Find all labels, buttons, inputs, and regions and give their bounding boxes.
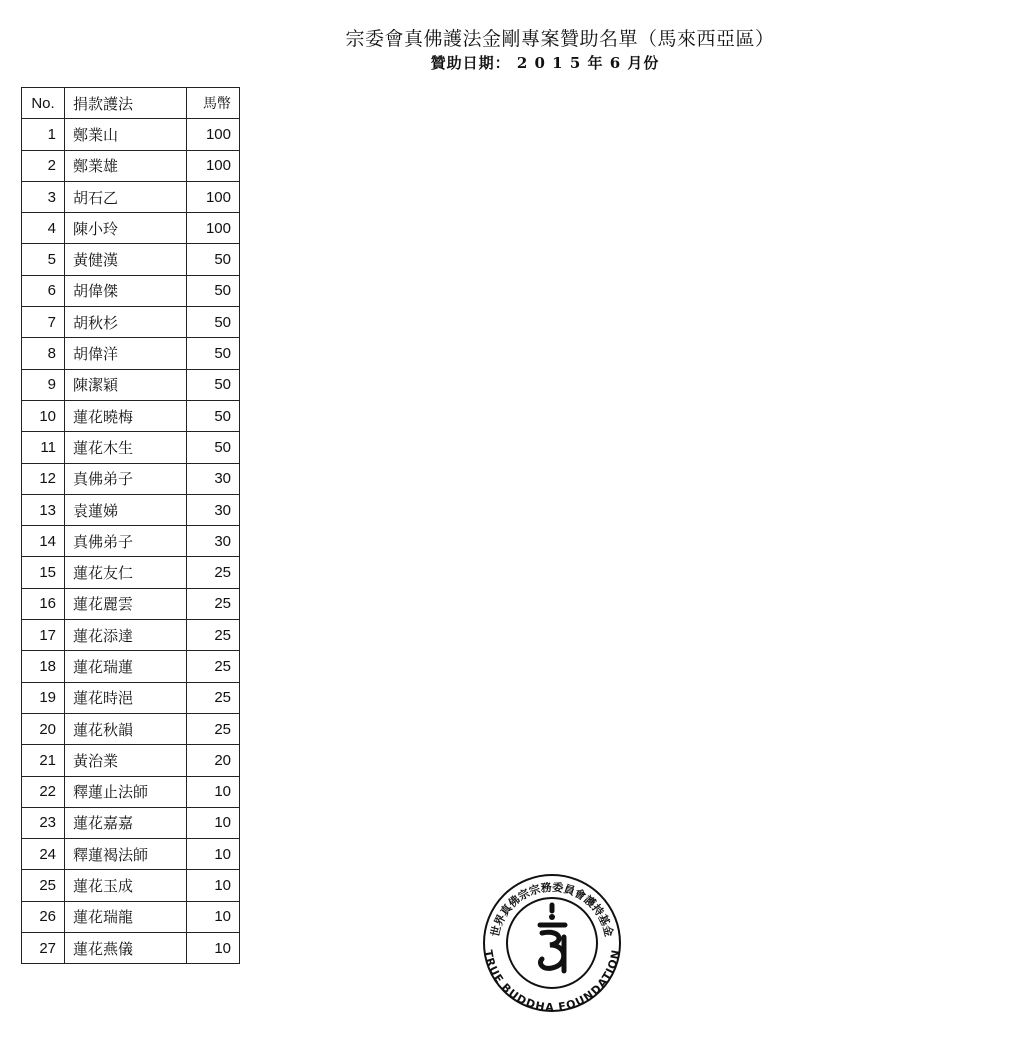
table-row [22, 588, 240, 619]
table-row [22, 369, 240, 400]
table-row [22, 839, 240, 870]
column-header-donor: 捐款護法 [65, 88, 187, 119]
donation-amount: 10 [187, 776, 240, 807]
donation-amount: 25 [187, 651, 240, 682]
donation-amount: 50 [187, 307, 240, 338]
table-row [22, 213, 240, 244]
donation-amount: 50 [187, 400, 240, 431]
table-row [22, 463, 240, 494]
table-row [22, 432, 240, 463]
table-row [22, 651, 240, 682]
table-row [22, 620, 240, 651]
donor-name: 蓮花玉成 [65, 870, 187, 901]
donor-name: 陳小玲 [65, 213, 187, 244]
table-row [22, 338, 240, 369]
donor-name: 蓮花添達 [65, 620, 187, 651]
donation-amount: 10 [187, 839, 240, 870]
table-row [22, 181, 240, 212]
row-number: 22 [22, 776, 65, 807]
table-row [22, 244, 240, 275]
donation-amount: 50 [187, 432, 240, 463]
document-title: 宗委會真佛護法金剛專案贊助名單（馬來西亞區） [345, 28, 775, 50]
donor-name: 真佛弟子 [65, 463, 187, 494]
table-row [22, 119, 240, 150]
donation-amount: 100 [187, 119, 240, 150]
donor-name: 釋蓮褐法師 [65, 839, 187, 870]
donor-name: 蓮花時浥 [65, 682, 187, 713]
table-header-row [22, 88, 240, 119]
donor-name: 蓮花嘉嘉 [65, 807, 187, 838]
donor-name: 蓮花麗雲 [65, 588, 187, 619]
donor-name: 鄭業雄 [65, 150, 187, 181]
donor-name: 蓮花秋韻 [65, 713, 187, 744]
donation-amount: 25 [187, 620, 240, 651]
column-header-amount: 馬幣 [187, 88, 240, 119]
table-row [22, 275, 240, 306]
table-row [22, 933, 240, 964]
donor-name: 胡秋杉 [65, 307, 187, 338]
row-number: 7 [22, 307, 65, 338]
seal-bottom-text: TRUE BUDDHA FOUNDATION [481, 948, 623, 1013]
donor-name: 陳潔穎 [65, 369, 187, 400]
donation-amount: 25 [187, 713, 240, 744]
donation-amount: 100 [187, 181, 240, 212]
donation-amount: 50 [187, 369, 240, 400]
row-number: 16 [22, 588, 65, 619]
table-row [22, 307, 240, 338]
row-number: 18 [22, 651, 65, 682]
donation-amount: 10 [187, 870, 240, 901]
row-number: 25 [22, 870, 65, 901]
donor-name: 蓮花木生 [65, 432, 187, 463]
donor-name: 鄭業山 [65, 119, 187, 150]
row-number: 27 [22, 933, 65, 964]
foundation-seal [472, 873, 632, 1013]
donor-name: 袁蓮娣 [65, 494, 187, 525]
donation-amount: 25 [187, 588, 240, 619]
donation-amount: 30 [187, 494, 240, 525]
donor-name: 黃治業 [65, 745, 187, 776]
table-row [22, 713, 240, 744]
donor-name: 蓮花瑞蓮 [65, 651, 187, 682]
table-row [22, 870, 240, 901]
donation-amount: 10 [187, 807, 240, 838]
table-row [22, 400, 240, 431]
row-number: 10 [22, 400, 65, 431]
donation-amount: 50 [187, 244, 240, 275]
row-number: 12 [22, 463, 65, 494]
donor-name: 蓮花燕儀 [65, 933, 187, 964]
row-number: 5 [22, 244, 65, 275]
donation-amount: 25 [187, 682, 240, 713]
row-number: 8 [22, 338, 65, 369]
donor-rows [22, 119, 240, 964]
row-number: 2 [22, 150, 65, 181]
row-number: 20 [22, 713, 65, 744]
donor-name: 胡偉洋 [65, 338, 187, 369]
donation-amount: 20 [187, 745, 240, 776]
donor-name: 釋蓮止法師 [65, 776, 187, 807]
row-number: 14 [22, 526, 65, 557]
table-row [22, 150, 240, 181]
hum-syllable-icon [540, 905, 565, 971]
row-number: 19 [22, 682, 65, 713]
donor-name: 胡石乙 [65, 181, 187, 212]
table-row [22, 807, 240, 838]
row-number: 21 [22, 745, 65, 776]
table-row [22, 776, 240, 807]
donation-amount: 100 [187, 150, 240, 181]
donation-amount: 30 [187, 526, 240, 557]
row-number: 3 [22, 181, 65, 212]
row-number: 26 [22, 901, 65, 932]
table-row [22, 557, 240, 588]
donor-name: 胡偉傑 [65, 275, 187, 306]
row-number: 4 [22, 213, 65, 244]
donor-name: 蓮花友仁 [65, 557, 187, 588]
row-number: 1 [22, 119, 65, 150]
donor-name: 黃健漢 [65, 244, 187, 275]
sponsorship-date: 贊助日期： 2 0 1 5 年 6 月份 [430, 54, 660, 72]
row-number: 23 [22, 807, 65, 838]
row-number: 13 [22, 494, 65, 525]
row-number: 9 [22, 369, 65, 400]
row-number: 17 [22, 620, 65, 651]
table-row [22, 526, 240, 557]
row-number: 6 [22, 275, 65, 306]
table-row [22, 745, 240, 776]
column-header-no: No. [22, 88, 65, 119]
row-number: 24 [22, 839, 65, 870]
seal-top-text: 世界真佛宗宗務委員會護持基金 [488, 880, 616, 939]
table-row [22, 682, 240, 713]
donation-amount: 10 [187, 933, 240, 964]
donation-amount: 50 [187, 338, 240, 369]
row-number: 11 [22, 432, 65, 463]
donation-amount: 100 [187, 213, 240, 244]
donation-amount: 50 [187, 275, 240, 306]
donation-amount: 25 [187, 557, 240, 588]
donation-amount: 30 [187, 463, 240, 494]
table-row [22, 901, 240, 932]
donation-amount: 10 [187, 901, 240, 932]
donor-name: 真佛弟子 [65, 526, 187, 557]
row-number: 15 [22, 557, 65, 588]
donor-table [21, 87, 240, 964]
donor-name: 蓮花瑞龍 [65, 901, 187, 932]
table-row [22, 494, 240, 525]
donor-name: 蓮花曉梅 [65, 400, 187, 431]
